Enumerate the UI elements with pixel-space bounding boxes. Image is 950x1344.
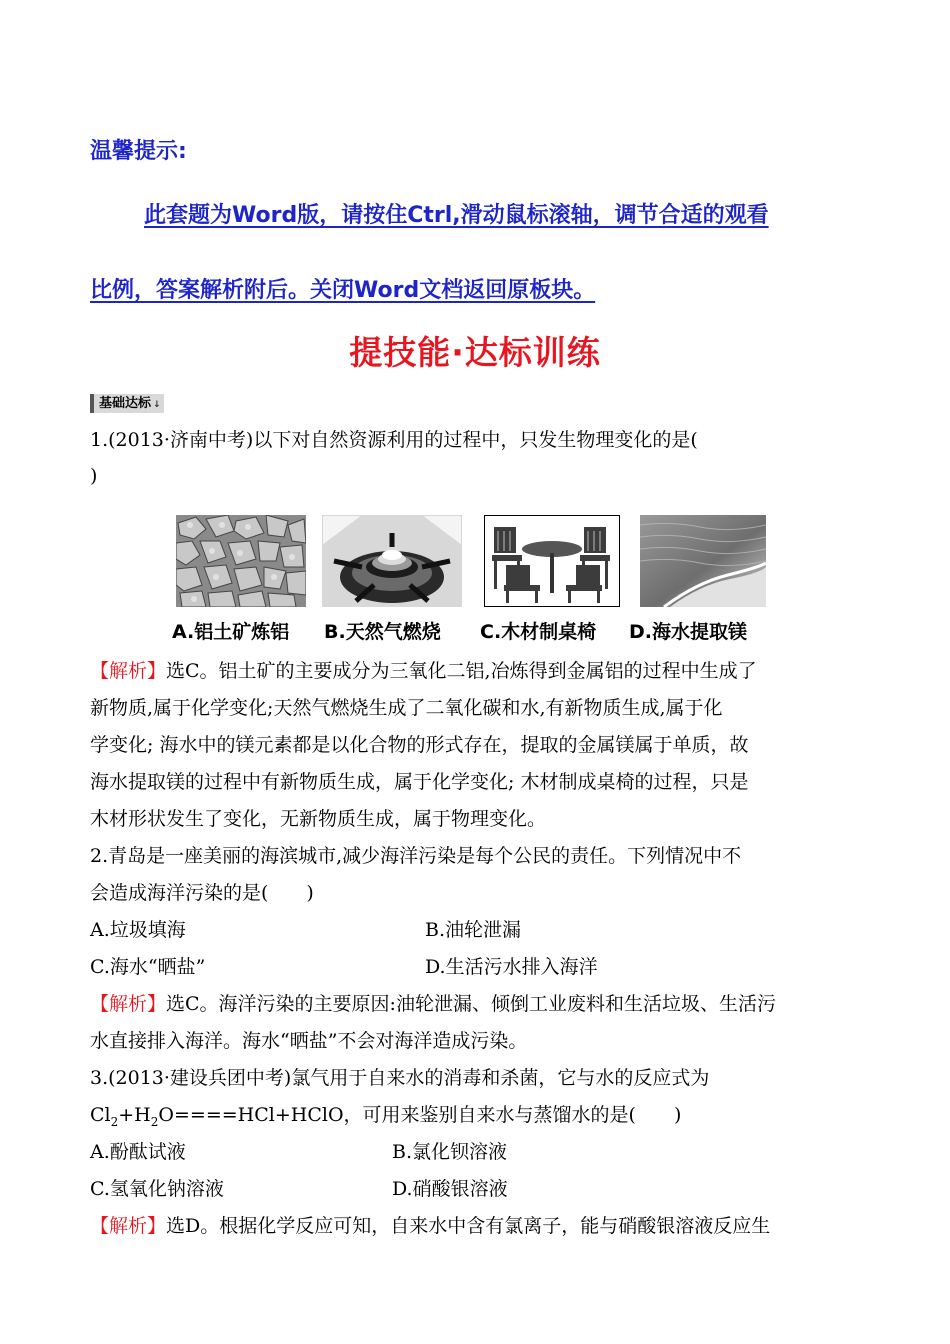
q2-analysis-line-2: 水直接排入海洋。海水“晒盐”不会对海洋造成污染。	[90, 1030, 528, 1052]
caption-b: B.天然气燃烧	[324, 621, 441, 643]
q1-analysis-line-3: 学变化; 海水中的镁元素都是以化合物的形式存在，提取的金属镁属于单质，故	[90, 734, 749, 756]
caption-c: C.木材制桌椅	[480, 621, 597, 643]
formula-sub: 2	[150, 1114, 159, 1129]
q2-option-c: C.海水“晒盐”	[90, 956, 206, 978]
q3-option-c: C.氢氧化钠溶液	[90, 1178, 224, 1200]
q1-analysis-line-5: 木材形状发生了变化，无新物质生成，属于物理变化。	[90, 808, 547, 830]
analysis-text: 选C。海洋污染的主要原因:油轮泄漏、倾倒工业废料和生活垃圾、生活污	[166, 993, 776, 1015]
q2-stem-line-2: 会造成海洋污染的是( )	[90, 882, 314, 904]
q3-option-a: A.酚酞试液	[90, 1141, 186, 1163]
q2-stem-line-1: 2.青岛是一座美丽的海滨城市,减少海洋污染是每个公民的责任。下列情况中不	[90, 845, 742, 867]
tip-line-2[interactable]: 比例，答案解析附后。关闭Word文档返回原板块。	[90, 278, 596, 303]
q1-analysis-line-4: 海水提取镁的过程中有新物质生成，属于化学变化; 木材制成桌椅的过程，只是	[90, 771, 749, 793]
q2-option-a: A.垃圾填海	[90, 919, 186, 941]
caption-d: D.海水提取镁	[629, 621, 747, 643]
q1-analysis-line-1	[90, 657, 757, 685]
analysis-tag: 【解析】	[90, 993, 167, 1015]
tip-title: 温馨提示:	[90, 139, 187, 164]
bauxite-image	[176, 515, 306, 607]
q1-stem-line-2: )	[90, 465, 98, 487]
formula-sub: 2	[110, 1114, 119, 1129]
q3-option-d: D.硝酸银溶液	[392, 1178, 508, 1200]
seawater-image	[640, 515, 766, 607]
q1-analysis-line-2: 新物质,属于化学变化;天然气燃烧生成了二氧化碳和水,有新物质生成,属于化	[90, 697, 723, 719]
analysis-text: 选D。根据化学反应可知，自来水中含有氯离子，能与硝酸银溶液反应生	[166, 1215, 771, 1237]
analysis-tag: 【解析】	[90, 660, 167, 682]
q3-analysis-line-1	[90, 1212, 770, 1240]
q2-option-b: B.油轮泄漏	[425, 919, 522, 941]
q2-analysis-line-1	[90, 990, 776, 1018]
down-arrow-icon: ↓	[153, 400, 161, 410]
formula-rest: O====HCl+HClO，可用来鉴别自来水与蒸馏水的是( )	[158, 1104, 682, 1126]
page-title: 提技能·达标训练	[349, 333, 601, 372]
formula-h: +H	[118, 1104, 151, 1126]
gas-stove-image	[322, 515, 462, 607]
q3-stem-line-2	[90, 1101, 681, 1136]
section-tag	[90, 394, 164, 413]
q2-option-d: D.生活污水排入海洋	[425, 956, 598, 978]
analysis-tag: 【解析】	[90, 1215, 167, 1237]
caption-a: A.铝土矿炼铝	[172, 621, 290, 643]
analysis-text: 选C。铝土矿的主要成分为三氧化二铝,冶炼得到金属铝的过程中生成了	[166, 660, 757, 682]
section-tag-label: 基础达标	[99, 396, 152, 411]
formula-cl: Cl	[90, 1104, 111, 1126]
tip-line-1[interactable]: 此套题为Word版，请按住Ctrl,滑动鼠标滚轴，调节合适的观看	[144, 203, 769, 228]
q3-option-b: B.氯化钡溶液	[392, 1141, 508, 1163]
q3-stem-line-1: 3.(2013·建设兵团中考)氯气用于自来水的消毒和杀菌，它与水的反应式为	[90, 1067, 710, 1089]
wooden-furniture-image	[484, 515, 620, 607]
q1-stem-line-1: 1.(2013·济南中考)以下对自然资源利用的过程中，只发生物理变化的是(	[90, 429, 698, 451]
